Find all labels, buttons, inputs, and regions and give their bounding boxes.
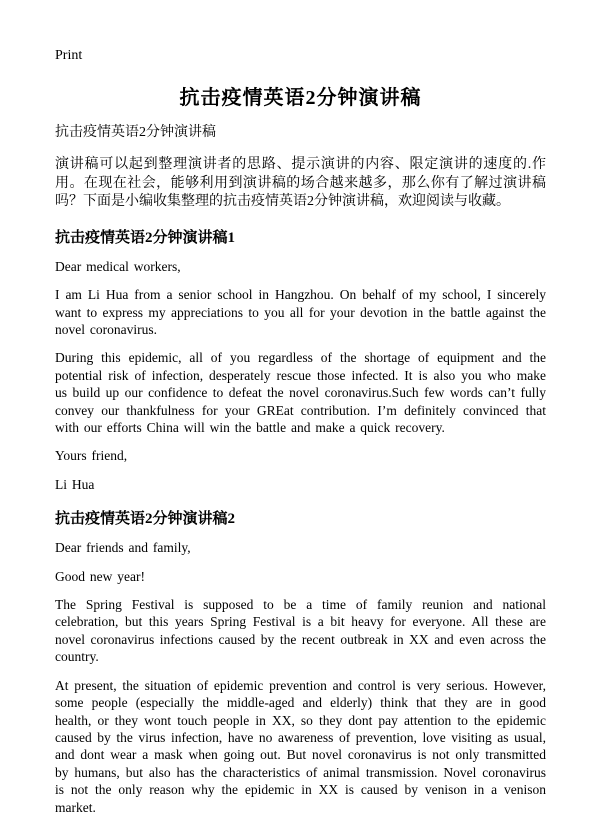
section-1-salutation: Dear medical workers, bbox=[55, 258, 181, 274]
section-1-signature: Li Hua bbox=[55, 476, 95, 492]
section-2-heading: 抗击疫情英语2分钟演讲稿2 bbox=[55, 511, 236, 528]
page-title: 抗击疫情英语2分钟演讲稿 bbox=[179, 87, 422, 109]
print-link[interactable]: Print bbox=[55, 48, 83, 63]
section-2-greeting: Good new year! bbox=[55, 568, 145, 584]
subtitle: 抗击疫情英语2分钟演讲稿 bbox=[55, 125, 216, 140]
section-2-salutation: Dear friends and family, bbox=[55, 540, 191, 556]
intro-paragraph: 演讲稿可以起到整理演讲者的思路、提示演讲的内容、限定演讲的速度的.作用。在现在社会，能够利用到演讲稿的场合越来越多，那么你有了解过演讲稿吗？下面是小编收集整理的抗击疫情英语2分钟演讲稿，欢迎阅读与收藏。 bbox=[55, 157, 546, 210]
section-2-paragraph: At present, the situation of epidemic prevention and control is very serious. However, some people (especially the middle-aged and elderly) think that they are in good health, or they wont touch people in XX, so they dont pay attention to the epidemic caused by the virus infection, have no awareness of prevention, love visiting as usual, and dont wear a mask when going out. But novel coronavirus is not only transmitted by humans, but also has the characteristics of animal transmission. Novel coronavirus is not the only reason why the epidemic in XX is caused by venison in a venison market. bbox=[55, 677, 546, 815]
section-1-closing: Yours friend, bbox=[55, 448, 128, 464]
section-1-heading: 抗击疫情英语2分钟演讲稿1 bbox=[55, 229, 236, 246]
section-2-paragraph: The Spring Festival is supposed to be a time of family reunion and national celebration, but this years Spring Festival is a bit heavy for everyone. All these are novel coronavirus infections caused by the recent outbreak in XX and even across the country. bbox=[55, 597, 546, 665]
section-1-paragraph: I am Li Hua from a senior school in Hangzhou. On behalf of my school, I sincerely want to express my appreciations to you all for your devotion in the battle against the novel coronavirus. bbox=[55, 287, 546, 337]
section-1-paragraph: During this epidemic, all of you regardless of the shortage of equipment and the potential risk of infection, desperately rescue those infected. It is also you who make us build up our confidence to defeat the novel coronavirus.Such few words can’t fully convey our thankfulness for your GREat contribution. I’m definitely convinced that with our efforts China will win the battle and make a quick recovery. bbox=[55, 350, 546, 436]
